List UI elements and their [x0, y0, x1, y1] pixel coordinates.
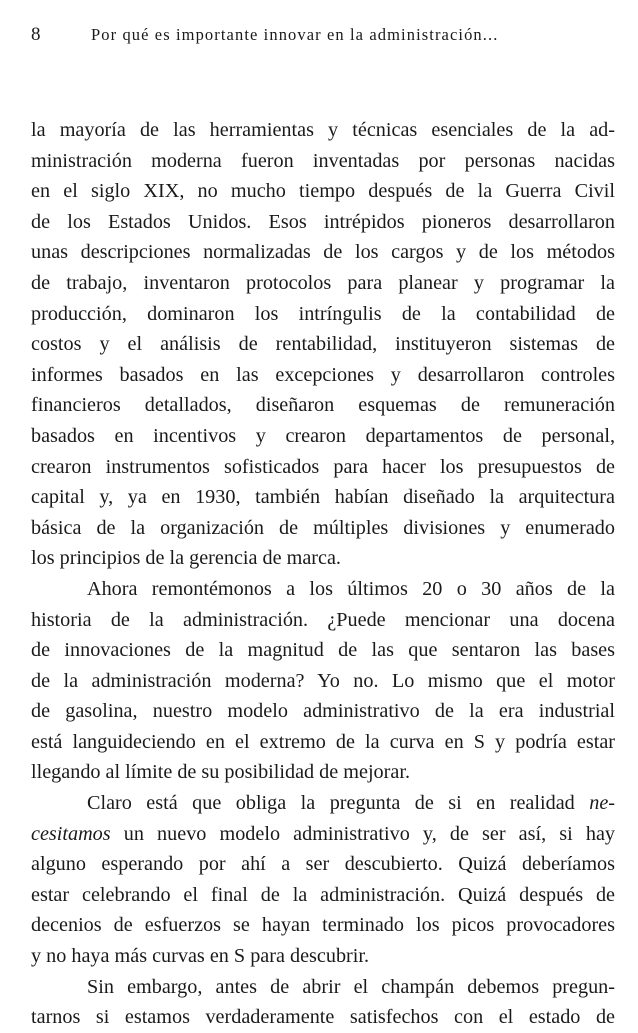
text-line: los principios de la gerencia de marca.: [31, 547, 341, 570]
text-line: está languideciendo en el extremo de la curva en S y podría estar: [31, 730, 615, 753]
running-title: Por qué es importante innovar en la administración...: [91, 25, 499, 44]
text-line: llegando al límite de su posibilidad de mejorar.: [31, 761, 410, 784]
paragraph-2: [31, 574, 615, 788]
text-line: capital y, ya en 1930, también habían diseñado la arquitectura: [31, 486, 615, 509]
text-segment: Claro está que obliga la pregunta de si en realidad: [87, 792, 590, 815]
text-line: ministración moderna fueron inventadas por personas nacidas: [31, 149, 615, 172]
body-text: [31, 115, 615, 1033]
text-line: estar celebrando el final de la administración. Quizá después de: [31, 883, 615, 906]
text-line: decenios de esfuerzos se hayan terminado los picos provocadores: [31, 914, 615, 937]
text-line: Sin embargo, antes de abrir el champán debemos pregun-: [87, 975, 615, 998]
text-line: la mayoría de las herramientas y técnicas esenciales de la ad-: [31, 119, 615, 141]
text-line: producción, dominaron los intríngulis de la contabilidad de: [31, 302, 615, 325]
text-line: alguno esperando por ahí a ser descubierto. Quizá deberíamos: [31, 853, 615, 876]
text-line: [31, 819, 615, 850]
text-line: de trabajo, inventaron protocolos para planear y programar la: [31, 271, 615, 294]
text-line: Ahora remontémonos a los últimos 20 o 30 años de la: [87, 577, 615, 600]
text-segment: un nuevo modelo administrativo y, de ser así, si hay: [110, 822, 615, 845]
text-line: historia de la administración. ¿Puede mencionar una docena: [31, 608, 615, 631]
text-line: básica de la organización de múltiples divisiones y enumerado: [31, 516, 615, 539]
text-line: de la administración moderna? Yo no. Lo mismo que el motor: [31, 669, 615, 692]
text-line: de los Estados Unidos. Esos intrépidos pioneros desarrollaron: [31, 210, 615, 233]
text-line: tarnos si estamos verdaderamente satisfechos con el estado de: [31, 1006, 615, 1029]
italic-text: ne-: [589, 792, 615, 815]
italic-text: cesitamos: [31, 822, 111, 845]
page-number: 8: [31, 24, 41, 45]
paragraph-3: [31, 788, 615, 972]
paragraph-4: [31, 972, 615, 1033]
text-line: [31, 788, 615, 819]
text-line: informes basados en las excepciones y desarrollaron controles: [31, 363, 615, 386]
text-line: crearon instrumentos sofisticados para hacer los presupuestos de: [31, 455, 615, 478]
running-head: [31, 20, 618, 50]
text-line: de gasolina, nuestro modelo administrativo de la era industrial: [31, 700, 615, 723]
text-line: de innovaciones de la magnitud de las que sentaron las bases: [31, 639, 615, 662]
text-line: unas descripciones normalizadas de los cargos y de los métodos: [31, 241, 615, 264]
text-line: basados en incentivos y crearon departamentos de personal,: [31, 424, 615, 447]
text-line: y no haya más curvas en S para descubrir.: [31, 945, 370, 968]
paragraph-1: [31, 115, 615, 574]
text-line: costos y el análisis de rentabilidad, instituyeron sistemas de: [31, 333, 615, 356]
text-line: en el siglo XIX, no mucho tiempo después de la Guerra Civil: [31, 180, 615, 203]
text-line: financieros detallados, diseñaron esquemas de remuneración: [31, 394, 615, 417]
